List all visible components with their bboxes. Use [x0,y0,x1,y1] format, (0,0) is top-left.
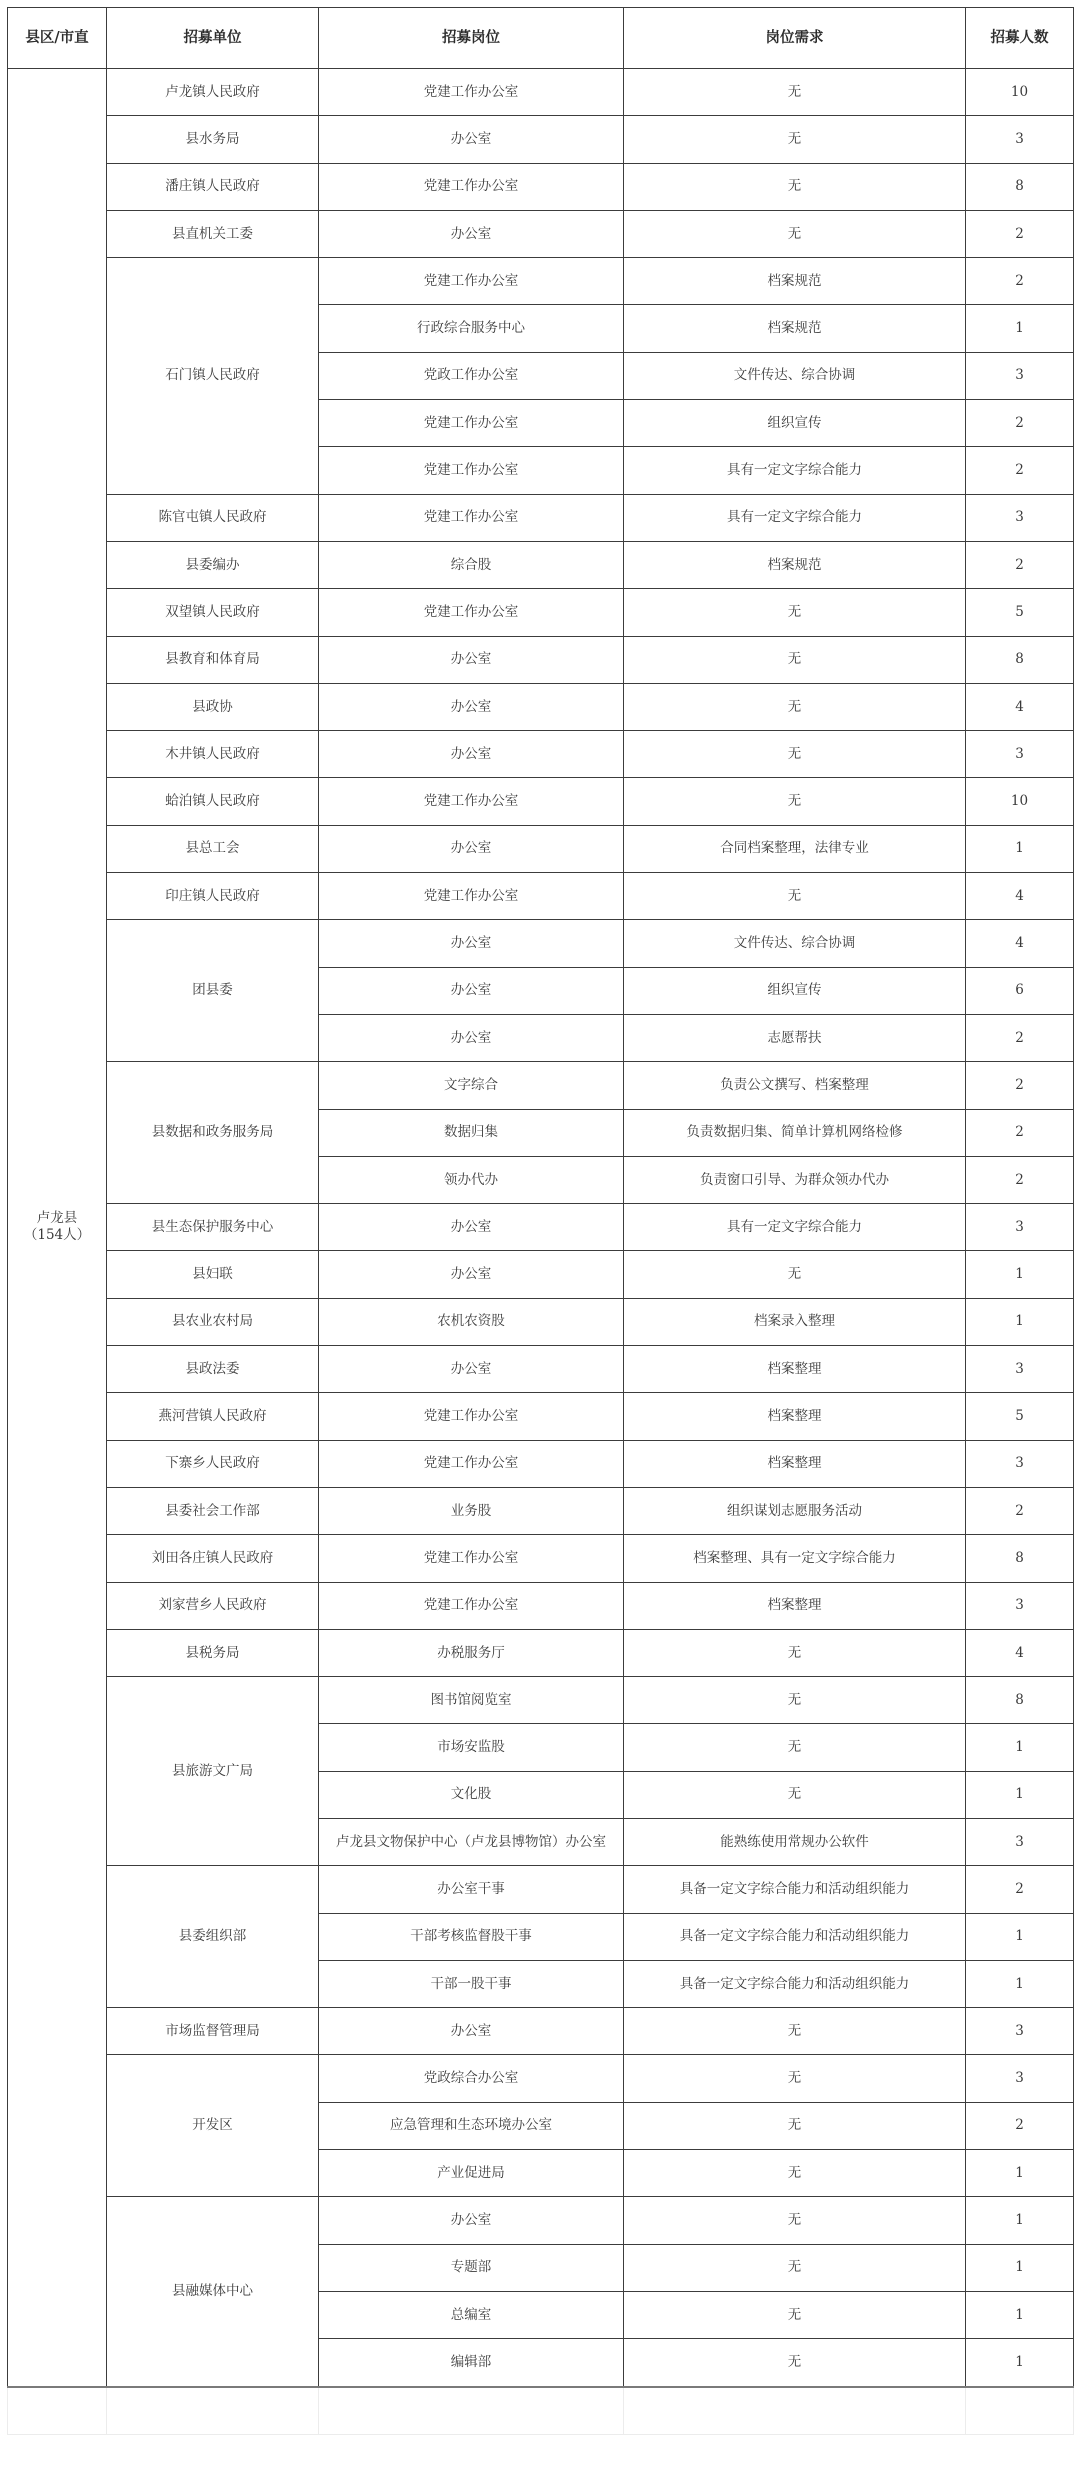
count-cell: 2 [966,400,1074,447]
requirement-cell: 档案整理 [624,1440,966,1487]
post-cell: 文化股 [319,1771,624,1818]
requirement-cell: 无 [624,116,966,163]
post-cell: 办公室 [319,825,624,872]
header-count: 招募人数 [966,8,1074,69]
count-cell: 1 [966,1251,1074,1298]
table-row [8,69,1074,116]
post-cell: 党建工作办公室 [319,163,624,210]
count-cell: 1 [966,2291,1074,2338]
post-cell: 图书馆阅览室 [319,1677,624,1724]
table-row [8,1866,1074,1913]
unit-cell: 县政协 [107,683,319,730]
table-row [8,2008,1074,2055]
table-row [8,1298,1074,1345]
table-row [8,1251,1074,1298]
requirement-cell: 无 [624,210,966,257]
empty-trailing-row [8,2387,1074,2435]
table-row [8,589,1074,636]
unit-cell: 开发区 [107,2055,319,2197]
requirement-cell: 无 [624,69,966,116]
count-cell: 1 [966,1960,1074,2007]
post-cell: 办公室 [319,731,624,778]
county-total: （154人） [23,1227,91,1244]
unit-cell: 县生态保护服务中心 [107,1204,319,1251]
table-row [8,210,1074,257]
post-cell: 办公室 [319,967,624,1014]
requirement-cell: 无 [624,2339,966,2387]
requirement-cell: 具备一定文字综合能力和活动组织能力 [624,1960,966,2007]
count-cell: 3 [966,1440,1074,1487]
count-cell: 2 [966,1062,1074,1109]
post-cell: 党建工作办公室 [319,69,624,116]
table-row [8,636,1074,683]
table-row [8,494,1074,541]
table-row [8,258,1074,305]
table-row [8,1204,1074,1251]
count-cell: 2 [966,541,1074,588]
requirement-cell: 档案整理、具有一定文字综合能力 [624,1535,966,1582]
post-cell: 行政综合服务中心 [319,305,624,352]
unit-cell: 县教育和体育局 [107,636,319,683]
unit-cell: 石门镇人民政府 [107,258,319,494]
post-cell: 干部考核监督股干事 [319,1913,624,1960]
requirement-cell: 具有一定文字综合能力 [624,447,966,494]
unit-cell: 县农业农村局 [107,1298,319,1345]
count-cell: 3 [966,2008,1074,2055]
requirement-cell: 负责窗口引导、为群众领办代办 [624,1156,966,1203]
unit-cell: 县总工会 [107,825,319,872]
count-cell: 3 [966,1818,1074,1865]
unit-cell: 县融媒体中心 [107,2197,319,2387]
post-cell: 干部一股干事 [319,1960,624,2007]
count-cell: 3 [966,731,1074,778]
count-cell: 2 [966,1487,1074,1534]
requirement-cell: 组织谋划志愿服务活动 [624,1487,966,1534]
table-row [8,2197,1074,2244]
post-cell: 办公室 [319,210,624,257]
count-cell: 3 [966,116,1074,163]
unit-cell: 潘庄镇人民政府 [107,163,319,210]
unit-cell: 双望镇人民政府 [107,589,319,636]
post-cell: 产业促进局 [319,2150,624,2197]
count-cell: 2 [966,258,1074,305]
requirement-cell: 志愿帮扶 [624,1014,966,1061]
unit-cell: 县直机关工委 [107,210,319,257]
requirement-cell: 无 [624,2055,966,2102]
header-post: 招募岗位 [319,8,624,69]
table-row [8,920,1074,967]
table-row [8,1062,1074,1109]
unit-cell: 县委社会工作部 [107,1487,319,1534]
unit-cell: 县妇联 [107,1251,319,1298]
table-row [8,1487,1074,1534]
empty-cell [624,2387,966,2435]
count-cell: 1 [966,2244,1074,2291]
table-row [8,731,1074,778]
post-cell: 党政工作办公室 [319,352,624,399]
post-cell: 党建工作办公室 [319,1440,624,1487]
post-cell: 办公室 [319,1251,624,1298]
count-cell: 1 [966,2339,1074,2387]
requirement-cell: 无 [624,163,966,210]
post-cell: 党建工作办公室 [319,447,624,494]
requirement-cell: 无 [624,589,966,636]
table-row [8,1393,1074,1440]
table-row [8,116,1074,163]
requirement-cell: 无 [624,873,966,920]
table-row [8,1346,1074,1393]
post-cell: 综合股 [319,541,624,588]
unit-cell: 卢龙镇人民政府 [107,69,319,116]
post-cell: 办公室 [319,1014,624,1061]
table-row [8,2055,1074,2102]
requirement-cell: 能熟练使用常规办公软件 [624,1818,966,1865]
county-name: 卢龙县 [36,1210,78,1227]
unit-cell: 蛤泊镇人民政府 [107,778,319,825]
unit-cell: 刘田各庄镇人民政府 [107,1535,319,1582]
post-cell: 农机农资股 [319,1298,624,1345]
table-header-row [8,8,1074,69]
unit-cell: 团县委 [107,920,319,1062]
table-body [8,69,1074,2435]
empty-cell [966,2387,1074,2435]
requirement-cell: 具备一定文字综合能力和活动组织能力 [624,1913,966,1960]
count-cell: 1 [966,1913,1074,1960]
count-cell: 1 [966,1298,1074,1345]
post-cell: 党建工作办公室 [319,873,624,920]
post-cell: 文字综合 [319,1062,624,1109]
requirement-cell: 无 [624,1771,966,1818]
count-cell: 8 [966,1677,1074,1724]
post-cell: 办税服务厅 [319,1629,624,1676]
table-row [8,1629,1074,1676]
requirement-cell: 无 [624,2291,966,2338]
post-cell: 办公室干事 [319,1866,624,1913]
post-cell: 办公室 [319,2197,624,2244]
table-row [8,163,1074,210]
post-cell: 党政综合办公室 [319,2055,624,2102]
count-cell: 10 [966,778,1074,825]
table-row [8,825,1074,872]
post-cell: 领办代办 [319,1156,624,1203]
requirement-cell: 具备一定文字综合能力和活动组织能力 [624,1866,966,1913]
requirement-cell: 组织宣传 [624,967,966,1014]
requirement-cell: 无 [624,683,966,730]
count-cell: 2 [966,210,1074,257]
post-cell: 卢龙县文物保护中心（卢龙县博物馆）办公室 [319,1818,624,1865]
count-cell: 1 [966,2197,1074,2244]
post-cell: 党建工作办公室 [319,1582,624,1629]
count-cell: 3 [966,1346,1074,1393]
count-cell: 1 [966,1724,1074,1771]
unit-cell: 县委组织部 [107,1866,319,2008]
count-cell: 2 [966,2102,1074,2149]
requirement-cell: 文件传达、综合协调 [624,920,966,967]
requirement-cell: 无 [624,2150,966,2197]
requirement-cell: 无 [624,2197,966,2244]
unit-cell: 县旅游文广局 [107,1677,319,1866]
count-cell: 3 [966,1582,1074,1629]
post-cell: 党建工作办公室 [319,400,624,447]
count-cell: 4 [966,1629,1074,1676]
requirement-cell: 档案整理 [624,1346,966,1393]
unit-cell: 印庄镇人民政府 [107,873,319,920]
table-row [8,683,1074,730]
requirement-cell: 档案录入整理 [624,1298,966,1345]
post-cell: 党建工作办公室 [319,1393,624,1440]
requirement-cell: 无 [624,1724,966,1771]
requirement-cell: 负责数据归集、简单计算机网络检修 [624,1109,966,1156]
requirement-cell: 无 [624,731,966,778]
requirement-cell: 无 [624,778,966,825]
count-cell: 1 [966,305,1074,352]
post-cell: 办公室 [319,116,624,163]
empty-cell [107,2387,319,2435]
requirement-cell: 无 [624,1629,966,1676]
empty-cell [8,2387,107,2435]
unit-cell: 县数据和政务服务局 [107,1062,319,1204]
header-requirement: 岗位需求 [624,8,966,69]
post-cell: 党建工作办公室 [319,258,624,305]
requirement-cell: 合同档案整理，法律专业 [624,825,966,872]
post-cell: 数据归集 [319,1109,624,1156]
count-cell: 8 [966,163,1074,210]
post-cell: 编辑部 [319,2339,624,2387]
empty-cell [319,2387,624,2435]
count-cell: 8 [966,1535,1074,1582]
header-unit: 招募单位 [107,8,319,69]
county-cell [8,69,107,2387]
count-cell: 3 [966,494,1074,541]
count-cell: 2 [966,1866,1074,1913]
count-cell: 10 [966,69,1074,116]
count-cell: 3 [966,1204,1074,1251]
count-cell: 6 [966,967,1074,1014]
unit-cell: 木井镇人民政府 [107,731,319,778]
count-cell: 2 [966,1156,1074,1203]
requirement-cell: 档案整理 [624,1582,966,1629]
unit-cell: 县税务局 [107,1629,319,1676]
count-cell: 4 [966,683,1074,730]
table-row [8,1535,1074,1582]
requirement-cell: 具有一定文字综合能力 [624,1204,966,1251]
unit-cell: 县政法委 [107,1346,319,1393]
requirement-cell: 文件传达、综合协调 [624,352,966,399]
table-row [8,541,1074,588]
unit-cell: 县水务局 [107,116,319,163]
unit-cell: 燕河营镇人民政府 [107,1393,319,1440]
post-cell: 办公室 [319,1346,624,1393]
requirement-cell: 无 [624,2102,966,2149]
count-cell: 2 [966,447,1074,494]
requirement-cell: 无 [624,636,966,683]
table-row [8,778,1074,825]
table-row [8,1677,1074,1724]
table-row [8,1582,1074,1629]
unit-cell: 县委编办 [107,541,319,588]
requirement-cell: 无 [624,2008,966,2055]
count-cell: 1 [966,2150,1074,2197]
post-cell: 党建工作办公室 [319,1535,624,1582]
post-cell: 党建工作办公室 [319,494,624,541]
unit-cell: 陈官屯镇人民政府 [107,494,319,541]
count-cell: 4 [966,873,1074,920]
count-cell: 3 [966,352,1074,399]
table-row [8,873,1074,920]
post-cell: 党建工作办公室 [319,589,624,636]
requirement-cell: 无 [624,1251,966,1298]
post-cell: 办公室 [319,683,624,730]
count-cell: 1 [966,825,1074,872]
unit-cell: 市场监督管理局 [107,2008,319,2055]
post-cell: 党建工作办公室 [319,778,624,825]
post-cell: 办公室 [319,920,624,967]
post-cell: 应急管理和生态环境办公室 [319,2102,624,2149]
table-row [8,1440,1074,1487]
header-county: 县区/市直 [8,8,107,69]
count-cell: 4 [966,920,1074,967]
requirement-cell: 档案整理 [624,1393,966,1440]
unit-cell: 下寨乡人民政府 [107,1440,319,1487]
requirement-cell: 具有一定文字综合能力 [624,494,966,541]
requirement-cell: 无 [624,1677,966,1724]
count-cell: 5 [966,589,1074,636]
requirement-cell: 档案规范 [624,258,966,305]
count-cell: 1 [966,1771,1074,1818]
requirement-cell: 档案规范 [624,305,966,352]
post-cell: 总编室 [319,2291,624,2338]
post-cell: 办公室 [319,2008,624,2055]
post-cell: 办公室 [319,636,624,683]
count-cell: 3 [966,2055,1074,2102]
count-cell: 2 [966,1014,1074,1061]
unit-cell: 刘家营乡人民政府 [107,1582,319,1629]
post-cell: 专题部 [319,2244,624,2291]
requirement-cell: 组织宣传 [624,400,966,447]
requirement-cell: 无 [624,2244,966,2291]
requirement-cell: 负责公文撰写、档案整理 [624,1062,966,1109]
post-cell: 办公室 [319,1204,624,1251]
count-cell: 8 [966,636,1074,683]
post-cell: 市场安监股 [319,1724,624,1771]
requirement-cell: 档案规范 [624,541,966,588]
post-cell: 业务股 [319,1487,624,1534]
count-cell: 2 [966,1109,1074,1156]
recruitment-table [7,7,1074,2435]
count-cell: 5 [966,1393,1074,1440]
